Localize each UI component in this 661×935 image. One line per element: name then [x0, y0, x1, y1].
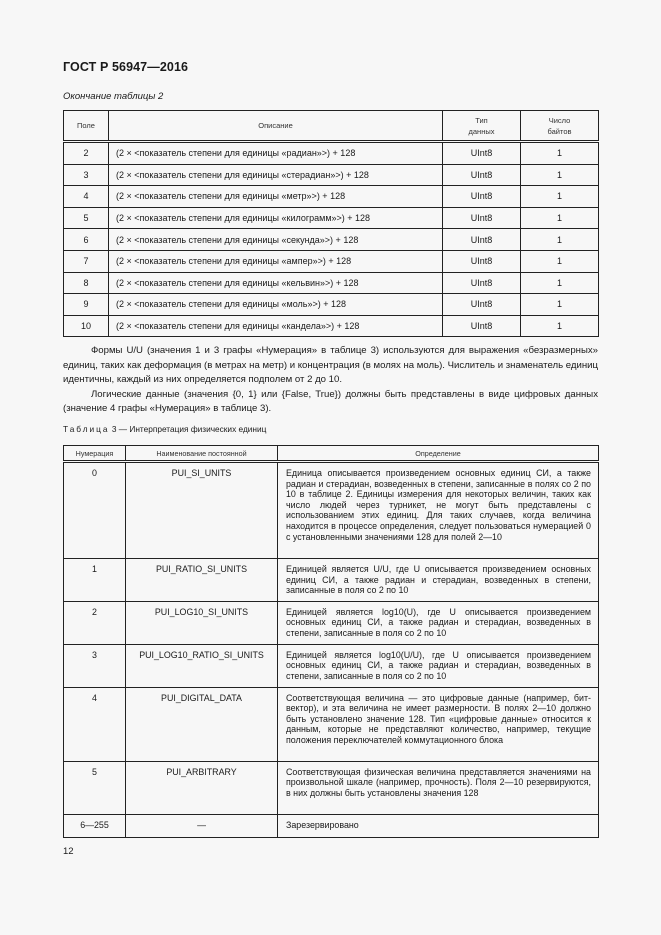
byte-count-cell: 1 [521, 250, 599, 272]
description-cell: (2 × <показатель степени для единицы «радиан»>) + 128 [109, 142, 443, 165]
field-cell: 4 [64, 186, 109, 208]
definition-cell: Единицей является log10(U), где U описывается произведением основных единиц СИ, а также радиан и стерадиан, возведенных в степени, записанные в поля со 2 по 10 [278, 601, 599, 644]
definition-cell: Соответствующая физическая величина представляется значениями на произвольной шкале (например, прочность). Поля 2—10 резервируются, в них должны быть установлены значения 128 [278, 761, 599, 814]
data-type-cell: UInt8 [443, 186, 521, 208]
description-cell: (2 × <показатель степени для единицы «килограмм»>) + 128 [109, 207, 443, 229]
byte-count-cell: 1 [521, 207, 599, 229]
paragraph-logical-data: Логические данные (значения {0, 1} или {False, True}) должны быть представлены в виде цифровых данных (значение 4 графы «Нумерация» в таблице 3). [63, 388, 598, 414]
column-header-numbering: Нумерация [64, 446, 126, 462]
data-type-cell: UInt8 [443, 272, 521, 294]
numbering-cell: 0 [64, 462, 126, 559]
data-type-cell: UInt8 [443, 142, 521, 165]
description-cell: (2 × <показатель степени для единицы «кельвин»>) + 128 [109, 272, 443, 294]
column-header-description: Описание [109, 111, 443, 142]
description-cell: (2 × <показатель степени для единицы «ампер»>) + 128 [109, 250, 443, 272]
data-type-cell: UInt8 [443, 164, 521, 186]
data-type-cell: UInt8 [443, 229, 521, 251]
table-row [64, 294, 599, 316]
page-number: 12 [63, 846, 74, 857]
table2-continuation-caption: Окончание таблицы 2 [63, 91, 164, 102]
definition-cell: Единицей является U/U, где U описывается произведением основных единиц СИ, а также радиан и стерадиан, возведенных в степени, записанные в поля со 2 по 10 [278, 559, 599, 602]
numbering-cell: 3 [64, 644, 126, 687]
column-header-constant-name: Наименование постоянной [126, 446, 278, 462]
table-3 [63, 445, 599, 838]
byte-count-cell: 1 [521, 186, 599, 208]
numbering-cell: 5 [64, 761, 126, 814]
definition-cell: Единицей является log10(U/U), где U описывается произведением основных единиц СИ, а также радиан и стерадиан, возведенных в степени, записанные в поля со 2 по 10 [278, 644, 599, 687]
byte-count-cell: 1 [521, 164, 599, 186]
table3-caption [63, 424, 266, 434]
table-row [64, 559, 599, 602]
byte-count-cell: 1 [521, 229, 599, 251]
table-2 [63, 110, 599, 337]
column-header-field: Поле [64, 111, 109, 142]
byte-count-cell: 1 [521, 315, 599, 337]
table-header-row [64, 446, 599, 462]
table-label: Таблица [63, 424, 110, 434]
description-cell: (2 × <показатель степени для единицы «кандела»>) + 128 [109, 315, 443, 337]
table-row [64, 272, 599, 294]
table-row [64, 315, 599, 337]
table-row [64, 462, 599, 559]
table-number: 3 [111, 424, 117, 434]
constant-name-cell: PUI_DIGITAL_DATA [126, 687, 278, 761]
table-row [64, 687, 599, 761]
numbering-cell: 1 [64, 559, 126, 602]
constant-name-cell: PUI_SI_UNITS [126, 462, 278, 559]
table-header-row [64, 111, 599, 142]
data-type-cell: UInt8 [443, 294, 521, 316]
byte-count-cell: 1 [521, 142, 599, 165]
field-cell: 8 [64, 272, 109, 294]
numbering-cell: 2 [64, 601, 126, 644]
table-row [64, 186, 599, 208]
table-row [64, 142, 599, 165]
body-text [63, 344, 598, 417]
field-cell: 3 [64, 164, 109, 186]
field-cell: 7 [64, 250, 109, 272]
description-cell: (2 × <показатель степени для единицы «стерадиан»>) + 128 [109, 164, 443, 186]
field-cell: 10 [64, 315, 109, 337]
byte-count-cell: 1 [521, 272, 599, 294]
constant-name-cell: PUI_ARBITRARY [126, 761, 278, 814]
column-header-definition: Определение [278, 446, 599, 462]
table-row [64, 644, 599, 687]
table-row [64, 164, 599, 186]
table-row [64, 601, 599, 644]
table-row [64, 250, 599, 272]
field-cell: 2 [64, 142, 109, 165]
definition-cell: Единица описывается произведением основных единиц СИ, а также радиан и стерадиан, возведенных в степени, записанные в полях со 2 по 10 в таблице 2. Единицы измерения для некоторых величин, таких как число людей через турникет, не могут быть представлены с использованием этих единиц. Для таких случаев, когда величина находится в процессе определения, следует пользоваться нумерацией 0 с установленными значениями 128 для полей 2—10 [278, 462, 599, 559]
description-cell: (2 × <показатель степени для единицы «секунда»>) + 128 [109, 229, 443, 251]
table-row [64, 207, 599, 229]
description-cell: (2 × <показатель степени для единицы «моль»>) + 128 [109, 294, 443, 316]
definition-cell: Зарезервировано [278, 814, 599, 837]
constant-name-cell: PUI_RATIO_SI_UNITS [126, 559, 278, 602]
table-title: — Интерпретация физических единиц [118, 424, 267, 434]
numbering-cell: 6—255 [64, 814, 126, 837]
table-row [64, 814, 599, 837]
data-type-cell: UInt8 [443, 207, 521, 229]
field-cell: 9 [64, 294, 109, 316]
paragraph-dimensionless-forms: Формы U/U (значения 1 и 3 графы «Нумерация» в таблице 3) используются для выражения «безразмерных» единиц, таких как деформация (в метрах на метр) и концентрация (в молях на моль). Числитель и знаменатель единиц идентичны, каждый из них определяется подполем от 2 до 10. [63, 345, 598, 385]
column-header-byte-count: Число байтов [521, 111, 599, 142]
constant-name-cell: PUI_LOG10_RATIO_SI_UNITS [126, 644, 278, 687]
constant-name-cell: PUI_LOG10_SI_UNITS [126, 601, 278, 644]
table-row [64, 761, 599, 814]
definition-cell: Соответствующая величина — это цифровые данные (например, бит-вектор), и эта величина не имеет размерности. В полях 2—10 должно быть установлено значение 128. Тип «цифровые данные» относится к данным, которые не представляют количество, например, текущие положения переключателей коммутационного блока [278, 687, 599, 761]
description-cell: (2 × <показатель степени для единицы «метр»>) + 128 [109, 186, 443, 208]
document-title: ГОСТ Р 56947—2016 [63, 60, 189, 74]
field-cell: 6 [64, 229, 109, 251]
data-type-cell: UInt8 [443, 315, 521, 337]
byte-count-cell: 1 [521, 294, 599, 316]
column-header-data-type: Тип данных [443, 111, 521, 142]
field-cell: 5 [64, 207, 109, 229]
table-row [64, 229, 599, 251]
constant-name-cell: — [126, 814, 278, 837]
data-type-cell: UInt8 [443, 250, 521, 272]
numbering-cell: 4 [64, 687, 126, 761]
